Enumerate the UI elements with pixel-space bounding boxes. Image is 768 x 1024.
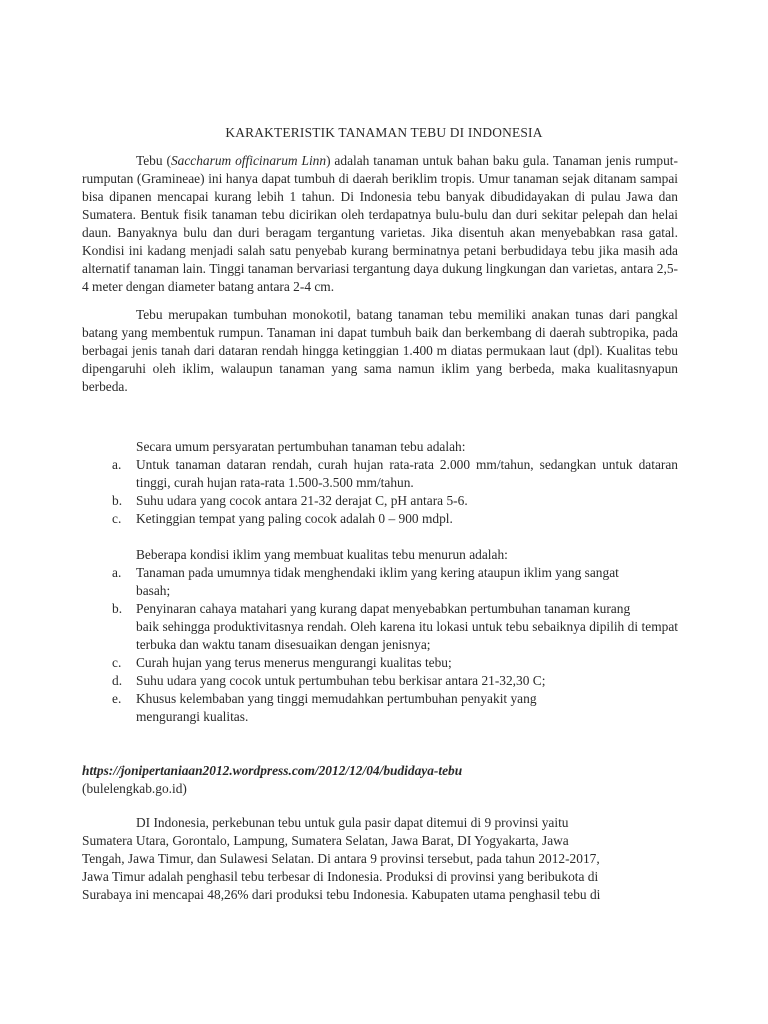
- list-marker: d.: [112, 673, 123, 688]
- source-site: (bulelengkab.go.id): [82, 781, 187, 796]
- paragraph-1: [82, 152, 678, 296]
- requirements-list: [82, 438, 678, 528]
- list-marker: c.: [112, 511, 122, 526]
- list-item-line: Khusus kelembaban yang tinggi memudahkan pertumbuhan penyakit yang: [136, 691, 537, 706]
- climate-conditions-list: [82, 546, 678, 726]
- paragraph-3-line: Tengah, Jawa Timur, dan Sulawesi Selatan. Di antara 9 provinsi tersebut, pada tahun 2012-2017,: [82, 851, 600, 866]
- list-marker: e.: [112, 691, 122, 706]
- list-marker: b.: [112, 493, 123, 508]
- paragraph-2: Tebu merupakan tumbuhan monokotil, batang tanaman tebu memiliki anakan tunas dari pangkal batang yang membentuk rumpun. Tanaman ini dapat tumbuh baik dan berkembang di daerah subtropika, pada berbagai jenis tanah dari dataran rendah hingga ketinggian 1.400 m diatas permukaan laut (dpl). Kualitas tebu dipengaruhi oleh iklim, walaupun tanaman yang sama namun iklim yang berbeda, maka kualitasnyapun berbeda.: [82, 307, 678, 394]
- list-item-line: baik sehingga produktivitasnya rendah. Oleh karena itu lokasi untuk tebu sebaiknya dipilih di tempat terbuka dan waktu tanam disesuaikan dengan jenisnya;: [136, 619, 678, 652]
- requirements-intro: Secara umum persyaratan pertumbuhan tanaman tebu adalah:: [136, 439, 466, 454]
- list-item: [82, 600, 678, 654]
- list-item: [82, 510, 678, 528]
- list-item-text: Suhu udara yang cocok antara 21-32 derajat C, pH antara 5-6.: [136, 493, 468, 508]
- list-marker: b.: [112, 601, 123, 616]
- list-item-line: Penyinaran cahaya matahari yang kurang dapat menyebabkan pertumbuhan tanaman kurang: [136, 601, 631, 616]
- paragraph-1-post: ) adalah tanaman untuk bahan baku gula. Tanaman jenis rumput-rumputan (Gramineae) ini hanya dapat tumbuh di daerah beriklim tropis. Umur tanaman sejak ditanam sampai bisa dipanen mencapai kurang lebih 1 tahun. Di Indonesia tebu banyak dibudidayakan di pulau Jawa dan Sumatera. Bentuk fisik tanaman tebu dicirikan oleh terdapatnya bulu-bulu dan duri sekitar pelepah dan helai daun. Banyaknya bulu dan duri beragam tergantung varietas. Jika disentuh akan menyebabkan rasa gatal. Kondisi ini kadang menjadi salah satu penyebab kurang berminatnya petani berbudidaya tebu jika masih ada alternatif tanaman lain. Tinggi tanaman bervariasi tergantung daya dukung lingkungan dan varietas, antara 2,5-4 meter dengan diameter batang antara 2-4 cm.: [82, 153, 678, 294]
- list-item: [82, 564, 678, 600]
- climate-intro: Beberapa kondisi iklim yang membuat kualitas tebu menurun adalah:: [136, 547, 508, 562]
- list-item: [82, 456, 678, 492]
- list-item: [82, 672, 678, 690]
- paragraph-1-pre: Tebu (: [136, 153, 171, 168]
- paragraph-3-line: DI Indonesia, perkebunan tebu untuk gula pasir dapat ditemui di 9 provinsi yaitu: [136, 815, 569, 830]
- paragraph-3-line: Sumatera Utara, Gorontalo, Lampung, Sumatera Selatan, Jawa Barat, DI Yogyakarta, Jawa: [82, 833, 569, 848]
- sources: [82, 762, 682, 798]
- list-item-line: basah;: [136, 583, 171, 598]
- document-title: KARAKTERISTIK TANAMAN TEBU DI INDONESIA: [225, 125, 543, 140]
- list-item-line: Suhu udara yang cocok untuk pertumbuhan tebu berkisar antara 21-32,30 C;: [136, 673, 546, 688]
- paragraph-3: [82, 814, 678, 904]
- list-marker: a.: [112, 457, 122, 472]
- list-item: [82, 654, 678, 672]
- list-marker: c.: [112, 655, 122, 670]
- list-item-text: Untuk tanaman dataran rendah, curah hujan rata-rata 2.000 mm/tahun, sedangkan untuk dataran tinggi, curah hujan rata-rata 1.500-3.500 mm/tahun.: [136, 457, 678, 490]
- list-item-text: Ketinggian tempat yang paling cocok adalah 0 – 900 mdpl.: [136, 511, 453, 526]
- list-marker: a.: [112, 565, 122, 580]
- list-item: [82, 492, 678, 510]
- list-item-line: Tanaman pada umumnya tidak menghendaki iklim yang kering ataupun iklim yang sangat: [136, 565, 619, 580]
- list-item: [82, 690, 678, 726]
- paragraph-3-line: Surabaya ini mencapai 48,26% dari produksi tebu Indonesia. Kabupaten utama penghasil tebu di: [82, 887, 601, 902]
- paragraph-3-line: Jawa Timur adalah penghasil tebu terbesar di Indonesia. Produksi di provinsi yang beribukota di: [82, 869, 599, 884]
- species-name: Saccharum officinarum Linn: [170, 153, 327, 168]
- list-item-line: Curah hujan yang terus menerus mengurangi kualitas tebu;: [136, 655, 452, 670]
- list-item-line: mengurangi kualitas.: [136, 709, 249, 724]
- source-url[interactable]: https://jonipertaniaan2012.wordpress.com/2012/12/04/budidaya-tebu: [82, 763, 463, 778]
